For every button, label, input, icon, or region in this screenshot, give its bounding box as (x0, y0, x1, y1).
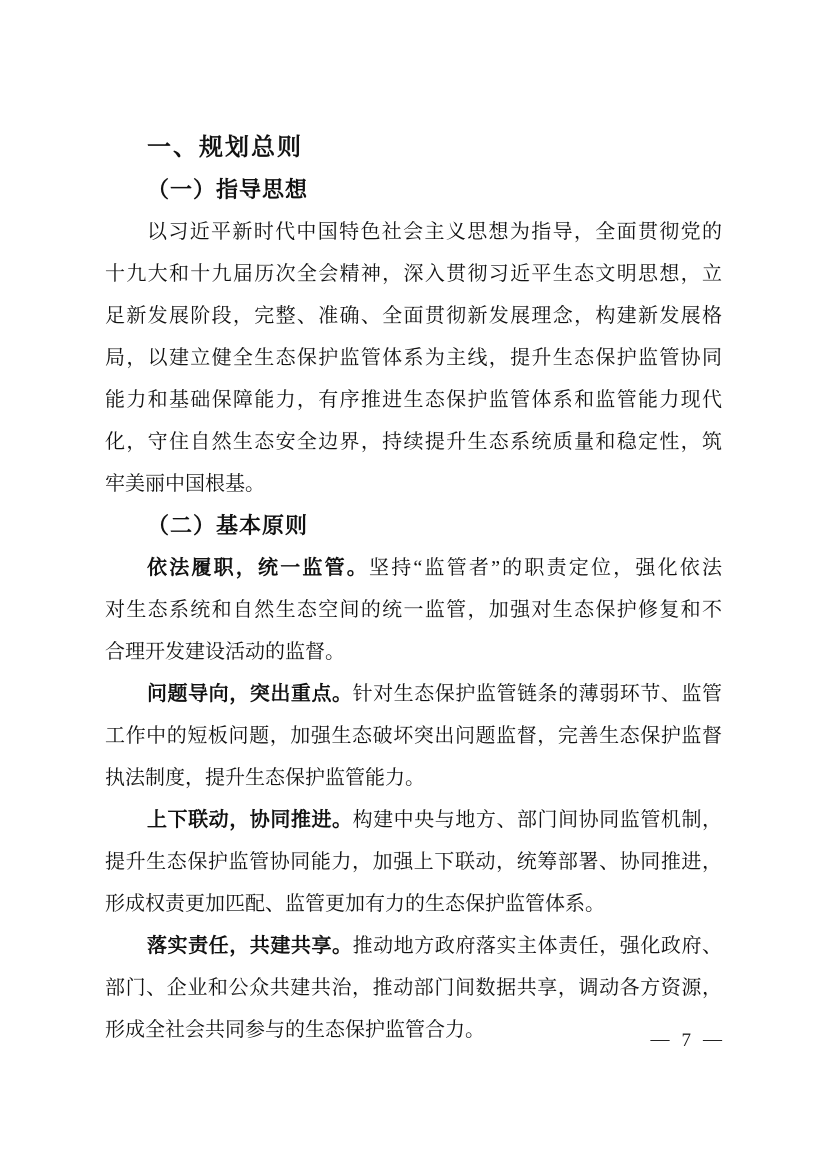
text-segment: 工作中的短板问题，加强生态破坏突出问题监督，完善生态保护监督 (105, 725, 722, 747)
body-text-line (105, 589, 722, 631)
text-segment: 构建中央与地方、部门间协同监管机制， (352, 809, 723, 831)
body-text-line (105, 295, 722, 337)
bold-run-in-text: 上下联动，协同推进。 (147, 809, 353, 831)
bold-run-in-text: 问题导向，突出重点。 (147, 683, 353, 705)
body-text-line (105, 883, 722, 925)
body-text-line (105, 253, 722, 295)
text-segment: 推动地方政府落实主体责任，强化政府、 (352, 935, 723, 957)
text-segment: 合理开发建设活动的监督。 (105, 641, 345, 663)
body-text-line (105, 757, 722, 799)
body-text-line (105, 547, 722, 589)
bold-run-in-text: （二）基本原则 (147, 513, 309, 538)
text-segment: 化，守住自然生态安全边界，持续提升生态系统质量和稳定性，筑 (105, 431, 722, 453)
text-segment: 局，以建立健全生态保护监管体系为主线，提升生态保护监管协同 (105, 347, 722, 369)
body-text-line (105, 673, 722, 715)
document-body (105, 127, 722, 1051)
text-segment: 坚持“监管者”的职责定位，强化依法 (369, 557, 722, 579)
text-segment: 针对生态保护监管链条的薄弱环节、监管 (352, 683, 723, 705)
bold-run-in-text: 一、规划总则 (147, 134, 303, 161)
heading-line (105, 505, 722, 547)
heading-line (105, 169, 722, 211)
bold-run-in-text: （一）指导思想 (147, 177, 309, 202)
text-segment: 执法制度，提升生态保护监管能力。 (105, 767, 425, 789)
text-segment: 能力和基础保障能力，有序推进生态保护监管体系和监管能力现代 (105, 389, 722, 411)
text-segment: 对生态系统和自然生态空间的统一监管，加强对生态保护修复和不 (105, 599, 722, 621)
text-segment: 提升生态保护监管协同能力，加强上下联动，统筹部署、协同推进， (105, 851, 722, 873)
text-segment: 形成全社会共同参与的生态保护监管合力。 (105, 1019, 485, 1041)
body-text-line (105, 379, 722, 421)
body-text-line (105, 1009, 722, 1051)
text-segment: 以习近平新时代中国特色社会主义思想为指导，全面贯彻党的 (147, 221, 722, 243)
body-text-line (105, 799, 722, 841)
text-segment: 足新发展阶段，完整、准确、全面贯彻新发展理念，构建新发展格 (105, 305, 722, 327)
body-text-line (105, 337, 722, 379)
body-text-line (105, 967, 722, 1009)
text-segment: 形成权责更加匹配、监管更加有力的生态保护监管体系。 (105, 893, 605, 915)
bold-run-in-text: 落实责任，共建共享。 (147, 935, 353, 957)
page-number: 7 (681, 1030, 691, 1051)
text-segment: 牢美丽中国根基。 (105, 473, 265, 495)
body-text-line (105, 463, 722, 505)
text-segment: 十九大和十九届历次全会精神，深入贯彻习近平生态文明思想，立 (105, 263, 722, 285)
heading-line (105, 127, 722, 169)
body-text-line (105, 211, 722, 253)
text-segment: 部门、企业和公众共建共治，推动部门间数据共享，调动各方资源， (105, 977, 722, 999)
body-text-line (105, 841, 722, 883)
footer-dash-right: — (703, 1029, 722, 1050)
bold-run-in-text: 依法履职，统一监管。 (147, 557, 370, 579)
footer-dash-left: — (650, 1029, 670, 1050)
body-text-line (105, 925, 722, 967)
page-footer (651, 1030, 723, 1052)
body-text-line (105, 631, 722, 673)
body-text-line (105, 421, 722, 463)
body-text-line (105, 715, 722, 757)
